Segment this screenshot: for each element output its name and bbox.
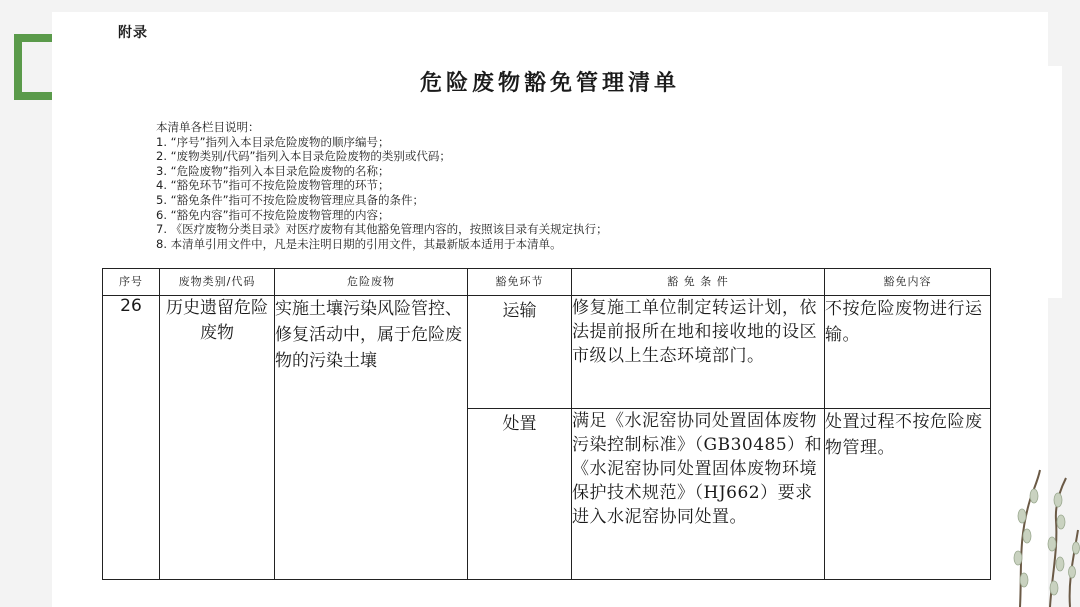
header-waste: 危险废物 bbox=[275, 269, 468, 296]
note-line: 6. “豁免内容”指可不按危险废物管理的内容； bbox=[156, 207, 390, 222]
note-line: 4. “豁免环节”指可不按危险废物管理的环节； bbox=[156, 178, 390, 193]
page-title: 危险废物豁免管理清单 bbox=[419, 70, 680, 96]
table-header-row bbox=[103, 269, 991, 296]
header-code: 废物类别/代码 bbox=[160, 269, 275, 296]
note-line: 5. “豁免条件”指可不按危险废物管理应具备的条件； bbox=[156, 192, 425, 207]
cell-condition: 修复施工单位制定转运计划，依法提前报所在地和接收地的设区市级以上生态环境部门。 bbox=[572, 296, 825, 409]
note-line: 3. “危险废物”指列入本目录危险废物的名称； bbox=[156, 163, 390, 178]
header-no: 序号 bbox=[103, 269, 160, 296]
header-step: 豁免环节 bbox=[468, 269, 572, 296]
cell-step: 运输 bbox=[468, 296, 572, 409]
cell-content: 不按危险废物进行运输。 bbox=[825, 296, 991, 409]
cell-no: 26 bbox=[103, 296, 160, 580]
note-line: 8. 本清单引用文件中，凡是未注明日期的引用文件，其最新版本适用于本清单。 bbox=[156, 236, 562, 251]
appendix-label: 附录 bbox=[118, 25, 148, 41]
header-content: 豁免内容 bbox=[825, 269, 991, 296]
table-row bbox=[103, 296, 991, 409]
column-notes bbox=[156, 120, 608, 251]
document-page bbox=[52, 12, 1048, 607]
exemption-table bbox=[102, 268, 991, 580]
note-line: 7. 《医疗废物分类目录》对医疗废物有其他豁免管理内容的，按照该目录有关规定执行； bbox=[156, 222, 608, 237]
cell-content: 处置过程不按危险废物管理。 bbox=[825, 409, 991, 580]
note-line: 本清单各栏目说明： bbox=[156, 120, 260, 134]
cell-code: 历史遗留危险废物 bbox=[160, 296, 275, 580]
willow-branch-icon bbox=[1000, 460, 1080, 607]
cell-waste: 实施土壤污染风险管控、修复活动中，属于危险废物的污染土壤 bbox=[275, 296, 468, 580]
header-condition: 豁 免 条 件 bbox=[572, 269, 825, 296]
note-line: 2. “废物类别/代码”指列入本目录危险废物的类别或代码； bbox=[156, 149, 451, 164]
note-line: 1. “序号”指列入本目录危险废物的顺序编号； bbox=[156, 134, 390, 149]
cell-condition: 满足《水泥窑协同处置固体废物污染控制标准》（GB30485）和《水泥窑协同处置固体废物环境保护技术规范》（HJ662）要求进入水泥窑协同处置。 bbox=[572, 409, 825, 580]
cell-step: 处置 bbox=[468, 409, 572, 580]
background-strip bbox=[1048, 66, 1062, 298]
